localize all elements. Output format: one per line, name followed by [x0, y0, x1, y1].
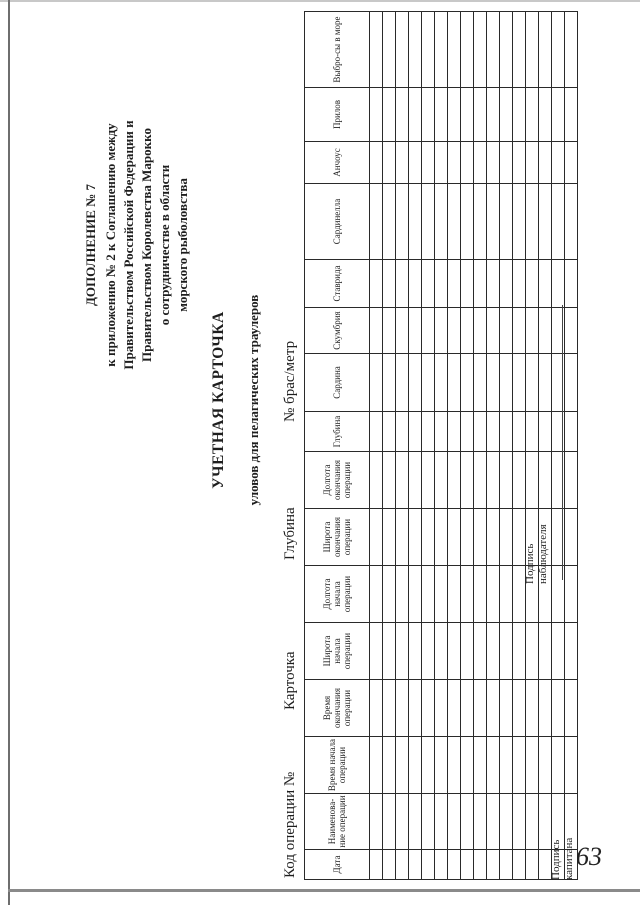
- table-cell[interactable]: [500, 308, 513, 354]
- scan-edge-bottom: [8, 889, 640, 892]
- table-cell[interactable]: [474, 452, 487, 509]
- observer-signature-label: [524, 524, 550, 584]
- table-cell[interactable]: [552, 184, 565, 260]
- table-row: [448, 12, 461, 880]
- table-cell[interactable]: [396, 850, 409, 880]
- table-cell[interactable]: [500, 412, 513, 452]
- table-cell[interactable]: [396, 452, 409, 509]
- table-cell[interactable]: [474, 794, 487, 850]
- table-cell[interactable]: [422, 12, 435, 88]
- table-cell[interactable]: [422, 354, 435, 412]
- table-cell[interactable]: [422, 260, 435, 308]
- table-cell[interactable]: [500, 509, 513, 566]
- column-header: Широта начала операции: [305, 623, 370, 680]
- table-cell[interactable]: [461, 737, 474, 794]
- table-cell[interactable]: [409, 88, 422, 142]
- column-header: Время окончания операции: [305, 680, 370, 737]
- scan-edge-left: [8, 0, 10, 905]
- table-cell[interactable]: [409, 412, 422, 452]
- table-cell[interactable]: [448, 12, 461, 88]
- table-cell[interactable]: [513, 308, 526, 354]
- appendix-heading: ДОПОЛНЕНИЕ № 7: [83, 183, 98, 307]
- table-cell[interactable]: [539, 12, 552, 88]
- table-cell[interactable]: [474, 12, 487, 88]
- table-cell[interactable]: [435, 88, 448, 142]
- table-cell[interactable]: [370, 452, 383, 509]
- table-cell[interactable]: [500, 88, 513, 142]
- table-cell[interactable]: [409, 308, 422, 354]
- table-cell[interactable]: [396, 509, 409, 566]
- table-cell[interactable]: [474, 308, 487, 354]
- table-cell[interactable]: [409, 623, 422, 680]
- table-cell[interactable]: [500, 142, 513, 184]
- table-cell[interactable]: [461, 88, 474, 142]
- table-cell[interactable]: [422, 737, 435, 794]
- table-cell[interactable]: [435, 623, 448, 680]
- table-cell[interactable]: [409, 737, 422, 794]
- fathom-meter-label: № брас/метр: [282, 340, 298, 422]
- table-cell[interactable]: [500, 260, 513, 308]
- column-header: Дата: [305, 850, 370, 880]
- table-cell[interactable]: [461, 509, 474, 566]
- table-cell[interactable]: [539, 260, 552, 308]
- table-row: [396, 12, 409, 880]
- column-header: Сардинелла: [305, 184, 370, 260]
- table-cell[interactable]: [500, 680, 513, 737]
- table-cell[interactable]: [487, 680, 500, 737]
- table-cell[interactable]: [461, 623, 474, 680]
- table-cell[interactable]: [513, 452, 526, 509]
- meta-row: [282, 10, 304, 880]
- table-cell[interactable]: [461, 566, 474, 623]
- table-cell[interactable]: [487, 12, 500, 88]
- table-cell[interactable]: [383, 566, 396, 623]
- table-cell[interactable]: [565, 308, 578, 354]
- table-cell[interactable]: [435, 12, 448, 88]
- table-cell[interactable]: [487, 412, 500, 452]
- table-cell[interactable]: [435, 680, 448, 737]
- table-cell[interactable]: [435, 260, 448, 308]
- table-cell[interactable]: [552, 680, 565, 737]
- table-cell[interactable]: [422, 794, 435, 850]
- table-cell[interactable]: [474, 737, 487, 794]
- table-cell[interactable]: [370, 260, 383, 308]
- table-cell[interactable]: [513, 623, 526, 680]
- table-cell[interactable]: [565, 12, 578, 88]
- signature-role: наблюдателя: [537, 524, 549, 584]
- card-title: УЧЕТНАЯ КАРТОЧКА: [210, 311, 227, 489]
- column-header: Долгота окончания операции: [305, 452, 370, 509]
- table-cell[interactable]: [513, 850, 526, 880]
- table-cell[interactable]: [422, 509, 435, 566]
- table-cell[interactable]: [396, 354, 409, 412]
- table-cell[interactable]: [513, 260, 526, 308]
- table-cell[interactable]: [435, 142, 448, 184]
- table-cell[interactable]: [396, 566, 409, 623]
- table-row: [565, 12, 578, 880]
- table-cell[interactable]: [422, 566, 435, 623]
- table-cell[interactable]: [370, 566, 383, 623]
- table-cell[interactable]: [383, 509, 396, 566]
- table-row: [422, 12, 435, 880]
- table-cell[interactable]: [435, 509, 448, 566]
- table-cell[interactable]: [500, 623, 513, 680]
- table-cell[interactable]: [474, 412, 487, 452]
- appendix-line: о сотрудничестве в области: [157, 164, 172, 326]
- table-cell[interactable]: [396, 412, 409, 452]
- table-cell[interactable]: [422, 308, 435, 354]
- table-row: [513, 12, 526, 880]
- table-cell[interactable]: [526, 142, 539, 184]
- appendix-line: морского рыболовства: [175, 178, 190, 312]
- table-cell[interactable]: [539, 737, 552, 794]
- table-row: [474, 12, 487, 880]
- table-cell[interactable]: [487, 260, 500, 308]
- table-cell[interactable]: [435, 737, 448, 794]
- table-cell[interactable]: [370, 737, 383, 794]
- table-cell[interactable]: [474, 680, 487, 737]
- signature-word: Подпись: [524, 543, 536, 584]
- table-cell[interactable]: [409, 850, 422, 880]
- table-cell[interactable]: [513, 354, 526, 412]
- table-cell[interactable]: [500, 850, 513, 880]
- column-header: Глубина: [305, 412, 370, 452]
- table-cell[interactable]: [448, 184, 461, 260]
- table-cell[interactable]: [422, 142, 435, 184]
- table-cell[interactable]: [539, 623, 552, 680]
- table-cell[interactable]: [565, 680, 578, 737]
- table-cell[interactable]: [474, 88, 487, 142]
- scan-edge-top: [0, 0, 640, 2]
- table-cell[interactable]: [370, 623, 383, 680]
- table-cell[interactable]: [383, 260, 396, 308]
- table-cell[interactable]: [539, 354, 552, 412]
- table-cell[interactable]: [513, 184, 526, 260]
- table-cell[interactable]: [383, 850, 396, 880]
- table-cell[interactable]: [487, 737, 500, 794]
- table-cell[interactable]: [526, 794, 539, 850]
- table-cell[interactable]: [396, 142, 409, 184]
- column-header: Прилов: [305, 88, 370, 142]
- table-row: [487, 12, 500, 880]
- signature-word: Подпись: [550, 839, 562, 880]
- table-cell[interactable]: [448, 794, 461, 850]
- table-cell[interactable]: [383, 412, 396, 452]
- table-cell[interactable]: [383, 184, 396, 260]
- table-cell[interactable]: [383, 452, 396, 509]
- table-row: [435, 12, 448, 880]
- table-cell[interactable]: [565, 566, 578, 623]
- table-cell[interactable]: [526, 88, 539, 142]
- table-cell[interactable]: [461, 12, 474, 88]
- table-cell[interactable]: [513, 737, 526, 794]
- depth-label: Глубина: [282, 507, 298, 560]
- table-cell[interactable]: [422, 184, 435, 260]
- table-cell[interactable]: [461, 680, 474, 737]
- table-cell[interactable]: [409, 680, 422, 737]
- table-cell[interactable]: [370, 794, 383, 850]
- table-cell[interactable]: [383, 12, 396, 88]
- table-cell[interactable]: [539, 88, 552, 142]
- table-cell[interactable]: [461, 794, 474, 850]
- table-cell[interactable]: [396, 737, 409, 794]
- table-row: [461, 12, 474, 880]
- table-cell[interactable]: [370, 88, 383, 142]
- table-cell[interactable]: [526, 184, 539, 260]
- table-cell[interactable]: [513, 12, 526, 88]
- appendix-line: к приложению № 2 к Соглашению между: [103, 123, 118, 367]
- table-cell[interactable]: [422, 452, 435, 509]
- handwritten-page-mark: 63: [576, 842, 602, 871]
- table-cell[interactable]: [370, 184, 383, 260]
- table-cell[interactable]: [565, 184, 578, 260]
- table-cell[interactable]: [370, 680, 383, 737]
- table-cell[interactable]: [448, 566, 461, 623]
- table-cell[interactable]: [435, 452, 448, 509]
- table-cell[interactable]: [565, 623, 578, 680]
- table-cell[interactable]: [383, 737, 396, 794]
- table-cell[interactable]: [513, 142, 526, 184]
- table-cell[interactable]: [526, 260, 539, 308]
- table-cell[interactable]: [552, 142, 565, 184]
- table-cell[interactable]: [396, 184, 409, 260]
- table-cell[interactable]: [552, 88, 565, 142]
- captain-signature-label: [550, 838, 576, 880]
- table-cell[interactable]: [461, 354, 474, 412]
- table-cell[interactable]: [487, 509, 500, 566]
- table-cell[interactable]: [370, 142, 383, 184]
- table-cell[interactable]: [526, 850, 539, 880]
- observer-signature-line: [562, 305, 563, 580]
- table-body: [370, 12, 578, 880]
- table-cell[interactable]: [370, 12, 383, 88]
- table-cell[interactable]: [370, 412, 383, 452]
- table-cell[interactable]: [435, 354, 448, 412]
- table-cell[interactable]: [383, 142, 396, 184]
- table-cell[interactable]: [422, 623, 435, 680]
- table-cell[interactable]: [539, 308, 552, 354]
- table-cell[interactable]: [370, 850, 383, 880]
- table-cell[interactable]: [461, 260, 474, 308]
- column-header: Сардина: [305, 354, 370, 412]
- table-cell[interactable]: [409, 452, 422, 509]
- table-cell[interactable]: [422, 412, 435, 452]
- table-cell[interactable]: [448, 354, 461, 412]
- card-subtitle: уловов для пелагических траулеров: [246, 294, 261, 506]
- table-cell[interactable]: [383, 308, 396, 354]
- table-cell[interactable]: [396, 680, 409, 737]
- table-cell[interactable]: [487, 184, 500, 260]
- appendix-header: [82, 65, 192, 425]
- table-cell[interactable]: [565, 354, 578, 412]
- table-row: [526, 12, 539, 880]
- table-cell[interactable]: [383, 88, 396, 142]
- appendix-line: Правительством Королевства Марокко: [139, 128, 154, 362]
- table-cell[interactable]: [409, 142, 422, 184]
- column-header: Долгота начала операции: [305, 566, 370, 623]
- table-cell[interactable]: [526, 623, 539, 680]
- table-cell[interactable]: [539, 142, 552, 184]
- table-cell[interactable]: [409, 354, 422, 412]
- table-header-row: [305, 12, 370, 880]
- table-row: [383, 12, 396, 880]
- table-cell[interactable]: [487, 452, 500, 509]
- table-cell[interactable]: [565, 142, 578, 184]
- table-cell[interactable]: [435, 184, 448, 260]
- table-row: [409, 12, 422, 880]
- table-cell[interactable]: [409, 566, 422, 623]
- table-cell[interactable]: [383, 623, 396, 680]
- column-header: Широта окончания операции: [305, 509, 370, 566]
- table-cell[interactable]: [500, 566, 513, 623]
- table-cell[interactable]: [565, 737, 578, 794]
- table-cell[interactable]: [513, 794, 526, 850]
- table-row: [370, 12, 383, 880]
- catch-log-table: [304, 11, 578, 880]
- table-cell[interactable]: [435, 850, 448, 880]
- table-cell[interactable]: [422, 680, 435, 737]
- table-cell[interactable]: [422, 850, 435, 880]
- table-cell[interactable]: [396, 12, 409, 88]
- table-cell[interactable]: [409, 794, 422, 850]
- table-cell[interactable]: [448, 737, 461, 794]
- catch-record-sheet: [30, 10, 620, 880]
- table-cell[interactable]: [487, 623, 500, 680]
- table-cell[interactable]: [487, 308, 500, 354]
- column-header: Выбро-сы в море: [305, 12, 370, 88]
- table-cell[interactable]: [565, 509, 578, 566]
- table-cell[interactable]: [487, 794, 500, 850]
- table-cell[interactable]: [526, 680, 539, 737]
- table-cell[interactable]: [461, 184, 474, 260]
- table-cell[interactable]: [565, 88, 578, 142]
- table-cell[interactable]: [474, 184, 487, 260]
- table-cell[interactable]: [539, 452, 552, 509]
- table-cell[interactable]: [422, 88, 435, 142]
- table-cell[interactable]: [409, 260, 422, 308]
- table-cell[interactable]: [474, 623, 487, 680]
- table-cell[interactable]: [383, 680, 396, 737]
- table-cell[interactable]: [370, 308, 383, 354]
- table-cell[interactable]: [448, 623, 461, 680]
- table-cell[interactable]: [396, 308, 409, 354]
- table-cell[interactable]: [500, 794, 513, 850]
- table-cell[interactable]: [539, 184, 552, 260]
- table-cell[interactable]: [461, 412, 474, 452]
- table-cell[interactable]: [513, 680, 526, 737]
- table-cell[interactable]: [396, 623, 409, 680]
- table-cell[interactable]: [487, 566, 500, 623]
- table-cell[interactable]: [526, 412, 539, 452]
- table-row: [539, 12, 552, 880]
- table-cell[interactable]: [435, 566, 448, 623]
- table-cell[interactable]: [539, 412, 552, 452]
- table-cell[interactable]: [448, 308, 461, 354]
- table-cell[interactable]: [474, 509, 487, 566]
- table-cell[interactable]: [500, 12, 513, 88]
- signature-role: капитана: [563, 837, 575, 880]
- table-cell[interactable]: [513, 88, 526, 142]
- table-cell[interactable]: [500, 452, 513, 509]
- table-cell[interactable]: [461, 308, 474, 354]
- table-cell[interactable]: [487, 354, 500, 412]
- table-cell[interactable]: [448, 412, 461, 452]
- table-cell[interactable]: [526, 737, 539, 794]
- table-cell[interactable]: [396, 260, 409, 308]
- table-cell[interactable]: [461, 142, 474, 184]
- table-cell[interactable]: [448, 850, 461, 880]
- table-cell[interactable]: [409, 509, 422, 566]
- table-cell[interactable]: [409, 184, 422, 260]
- table-cell[interactable]: [383, 794, 396, 850]
- card-number-label: Карточка: [282, 651, 298, 710]
- table-cell[interactable]: [487, 88, 500, 142]
- table-cell[interactable]: [487, 142, 500, 184]
- table-cell[interactable]: [448, 88, 461, 142]
- column-header: Скумбрия: [305, 308, 370, 354]
- column-header: Ставрида: [305, 260, 370, 308]
- table-cell[interactable]: [552, 12, 565, 88]
- table-cell[interactable]: [461, 850, 474, 880]
- table-cell[interactable]: [526, 452, 539, 509]
- table-cell[interactable]: [526, 354, 539, 412]
- table-cell[interactable]: [474, 850, 487, 880]
- table-cell[interactable]: [487, 850, 500, 880]
- table-cell[interactable]: [448, 680, 461, 737]
- table-cell[interactable]: [370, 354, 383, 412]
- table-cell[interactable]: [539, 680, 552, 737]
- table-cell[interactable]: [370, 509, 383, 566]
- appendix-line: Правительством Российской Федерации и: [121, 120, 136, 370]
- table-cell[interactable]: [383, 354, 396, 412]
- column-header: Анчоус: [305, 142, 370, 184]
- table-cell[interactable]: [396, 794, 409, 850]
- table-cell[interactable]: [396, 88, 409, 142]
- table-cell[interactable]: [461, 452, 474, 509]
- operation-code-label: Код операции №: [282, 771, 298, 878]
- table-cell[interactable]: [448, 260, 461, 308]
- table-cell[interactable]: [526, 12, 539, 88]
- table-cell[interactable]: [552, 623, 565, 680]
- table-cell[interactable]: [474, 354, 487, 412]
- column-header: Время начала операции: [305, 737, 370, 794]
- table-cell[interactable]: [448, 142, 461, 184]
- table-cell[interactable]: [448, 452, 461, 509]
- table-cell[interactable]: [435, 308, 448, 354]
- table-cell[interactable]: [474, 142, 487, 184]
- table-cell[interactable]: [565, 452, 578, 509]
- table-cell[interactable]: [435, 794, 448, 850]
- table-cell[interactable]: [500, 354, 513, 412]
- table-cell[interactable]: [474, 566, 487, 623]
- table-cell[interactable]: [409, 12, 422, 88]
- table-cell[interactable]: [526, 308, 539, 354]
- column-header: Наименова-ние операции: [305, 794, 370, 850]
- table-cell[interactable]: [552, 737, 565, 794]
- table-row: [500, 12, 513, 880]
- table-cell[interactable]: [474, 260, 487, 308]
- table-cell[interactable]: [565, 260, 578, 308]
- table-cell[interactable]: [500, 737, 513, 794]
- table-cell[interactable]: [435, 412, 448, 452]
- table-cell[interactable]: [513, 412, 526, 452]
- table-cell[interactable]: [448, 509, 461, 566]
- table-cell[interactable]: [500, 184, 513, 260]
- table-cell[interactable]: [565, 412, 578, 452]
- table-cell[interactable]: [552, 260, 565, 308]
